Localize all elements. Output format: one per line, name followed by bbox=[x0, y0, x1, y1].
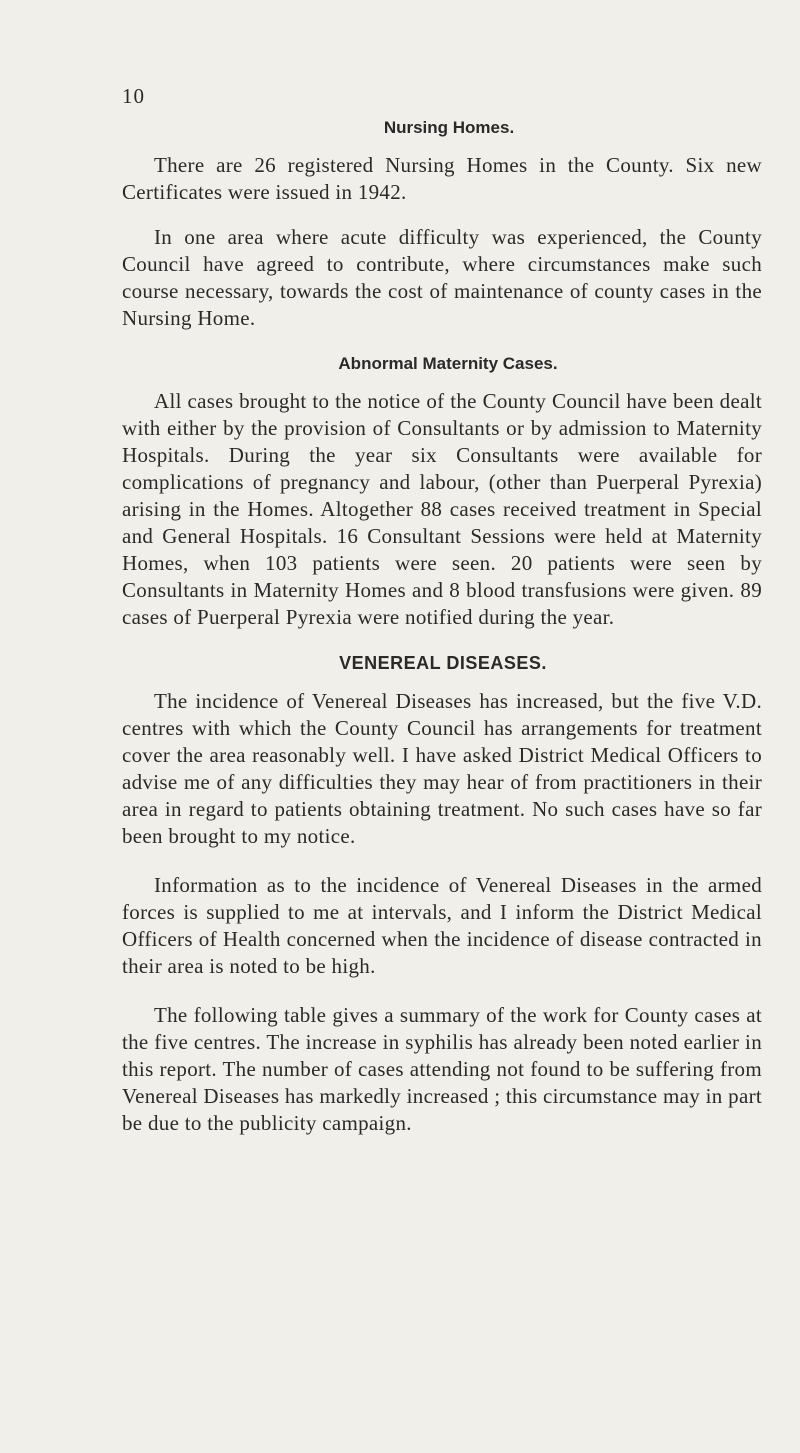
paragraph-nursing-homes-2: In one area where acute difficulty was experienced, the County Council have agreed to contribute, where circumstances make such course necessary, towards the cost of maintenance of county cases in the Nursing Home. bbox=[122, 225, 762, 330]
section-heading-abnormal-maternity: Abnormal Maternity Cases. bbox=[338, 354, 558, 373]
paragraph-venereal-diseases-3: The following table gives a summary of the work for County cases at the five centres. The increase in syphilis has already been noted earlier in this report. The number of cases attending not found to be suffering from Venereal Diseases has markedly increased ; this circumstance may in part be due to the publicity campaign. bbox=[122, 1003, 762, 1135]
document-body bbox=[122, 118, 762, 1159]
paragraph-abnormal-maternity-1: All cases brought to the notice of the County Council have been dealt with either by the provision of Consultants or by admission to Maternity Hospitals. During the year six Consultants were available for complications of pregnancy and labour, (other than Puerperal Pyrexia) arising in the Homes. Altogether 88 cases received treatment in Special and General Hospitals. 16 Consultant Sessions were held at Maternity Homes, when 103 patients were seen. 20 patients were seen by Consultants in Maternity Homes and 8 blood transfusions were given. 89 cases of Puerperal Pyrexia were notified during the year. bbox=[122, 389, 762, 629]
page-number: 10 bbox=[122, 84, 145, 108]
paragraph-venereal-diseases-1: The incidence of Venereal Diseases has increased, but the five V.D. centres with which the County Council has arrangements for treatment cover the area reasonably well. I have asked District Medical Officers to advise me of any difficulties they may hear of from practitioners in their area in regard to patients obtaining treatment. No such cases have so far been brought to my notice. bbox=[122, 689, 762, 848]
section-heading-venereal-diseases: VENEREAL DISEASES. bbox=[339, 653, 547, 673]
section-heading-nursing-homes: Nursing Homes. bbox=[383, 118, 515, 137]
paragraph-venereal-diseases-2: Information as to the incidence of Venereal Diseases in the armed forces is supplied to me at intervals, and I inform the District Medical Officers of Health concerned when the incidence of disease contracted in their area is noted to be high. bbox=[122, 873, 762, 978]
paragraph-nursing-homes-1: There are 26 registered Nursing Homes in the County. Six new Certificates were issued in 1942. bbox=[122, 153, 762, 204]
